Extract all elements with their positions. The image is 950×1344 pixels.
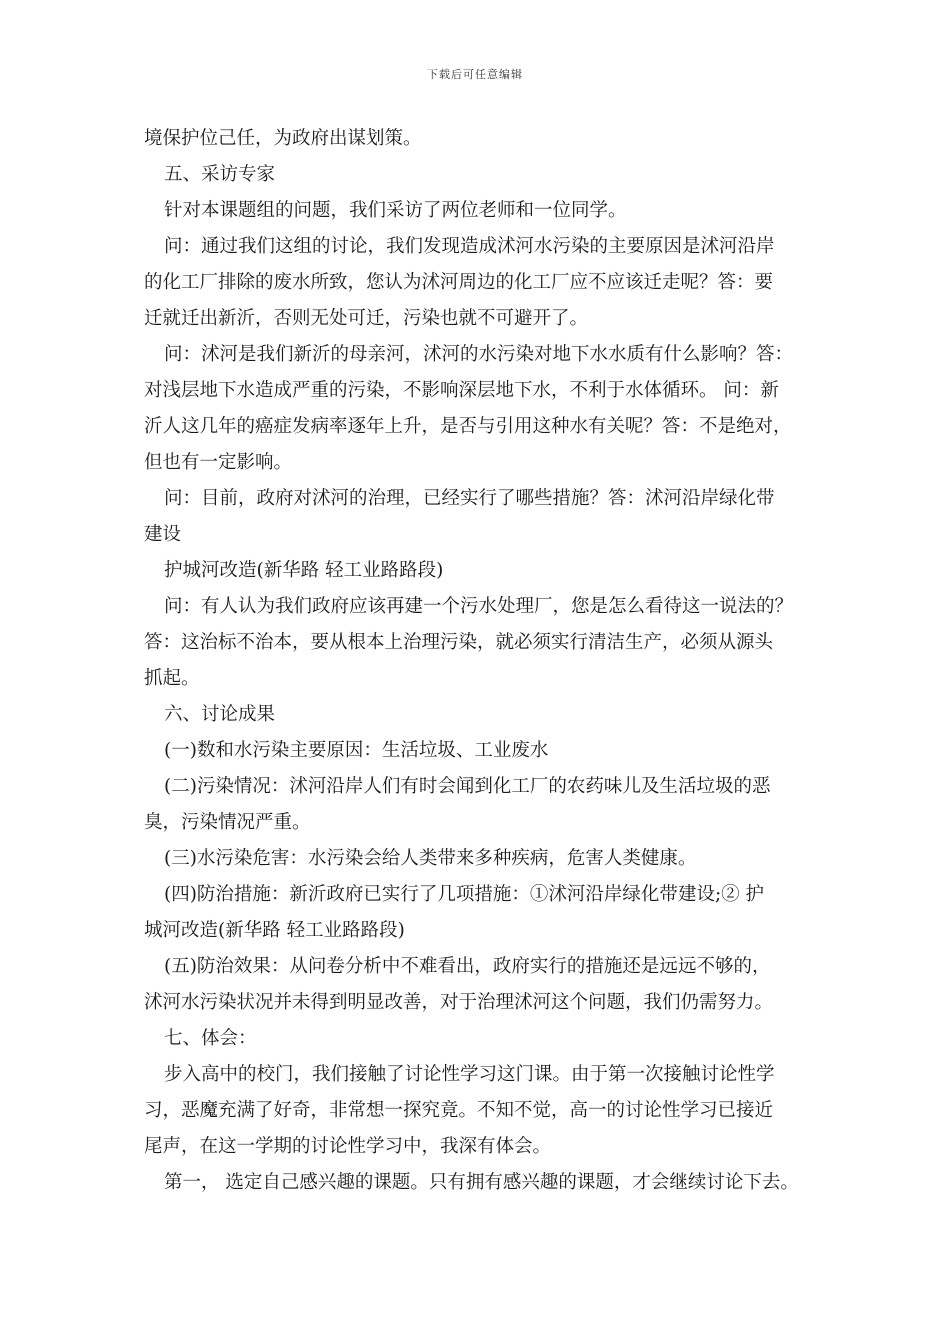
text-line: 但也有一定影响。 xyxy=(144,452,293,473)
text-line: 问：通过我们这组的讨论，我们发现造成沭河水污染的主要原因是沭河沿岸 xyxy=(164,236,775,257)
document-body xyxy=(144,121,824,1201)
text-line: (四)防治措施：新沂政府已实行了几项措施：①沭河沿岸绿化带建设;② 护 xyxy=(164,884,765,905)
text-line: 问：有人认为我们政府应该再建一个污水处理厂，您是怎么看待这一说法的？ xyxy=(164,596,794,617)
text-line: 的化工厂排除的废水所致，您认为沭河周边的化工厂应不应该迁走呢？答：要 xyxy=(144,272,774,293)
page-header: 下载后可任意编辑 xyxy=(427,68,523,81)
text-line: 城河改造(新华路 轻工业路路段) xyxy=(144,920,405,941)
text-line: 建设 xyxy=(144,524,182,545)
text-line: (五)防治效果：从问卷分析中不难看出，政府实行的措施还是远远不够的， xyxy=(164,956,771,977)
text-line: 问：目前，政府对沭河的治理，已经实行了哪些措施？答：沭河沿岸绿化带 xyxy=(164,488,775,509)
text-line: (二)污染情况：沭河沿岸人们有时会闻到化工厂的农药味儿及生活垃圾的恶 xyxy=(164,776,771,797)
text-line: 习，恶魔充满了好奇，非常想一探究竟。不知不觉，高一的讨论性学习已接近 xyxy=(144,1100,774,1121)
text-line: 针对本课题组的问题，我们采访了两位老师和一位同学。 xyxy=(164,200,627,221)
text-line: 境保护位己任，为政府出谋划策。 xyxy=(144,128,422,149)
text-line: 问：沭河是我们新沂的母亲河，沭河的水污染对地下水水质有什么影响？答： xyxy=(164,344,794,365)
text-line: 第一， 选定自己感兴趣的课题。只有拥有感兴趣的课题，才会继续讨论下去。 xyxy=(164,1172,799,1193)
text-line: 答：这治标不治本，要从根本上治理污染，就必须实行清洁生产，必须从源头 xyxy=(144,632,774,653)
text-line: 五、采访专家 xyxy=(164,164,276,185)
text-line: 迁就迁出新沂，否则无处可迁，污染也就不可避开了。 xyxy=(144,308,589,329)
text-line: (一)数和水污染主要原因：生活垃圾、工业废水 xyxy=(164,740,549,761)
text-line: 尾声，在这一学期的讨论性学习中，我深有体会。 xyxy=(144,1136,552,1157)
text-line: 对浅层地下水造成严重的污染，不影响深层地下水，不利于水体循环。 问：新 xyxy=(144,380,779,401)
text-line: 抓起。 xyxy=(144,668,200,689)
text-line: 七、体会： xyxy=(164,1028,257,1049)
text-line: 沂人这几年的癌症发病率逐年上升，是否与引用这种水有关呢？答：不是绝对， xyxy=(144,416,792,437)
text-line: 六、讨论成果 xyxy=(164,704,276,725)
text-line: 臭，污染情况严重。 xyxy=(144,812,311,833)
text-line: 沭河水污染状况并未得到明显改善，对于治理沭河这个问题，我们仍需努力。 xyxy=(144,992,774,1013)
text-line: 步入高中的校门，我们接触了讨论性学习这门课。由于第一次接触讨论性学 xyxy=(164,1064,775,1085)
text-line: 护城河改造(新华路 轻工业路路段) xyxy=(164,560,444,581)
text-line: (三)水污染危害：水污染会给人类带来多种疾病，危害人类健康。 xyxy=(164,848,697,869)
